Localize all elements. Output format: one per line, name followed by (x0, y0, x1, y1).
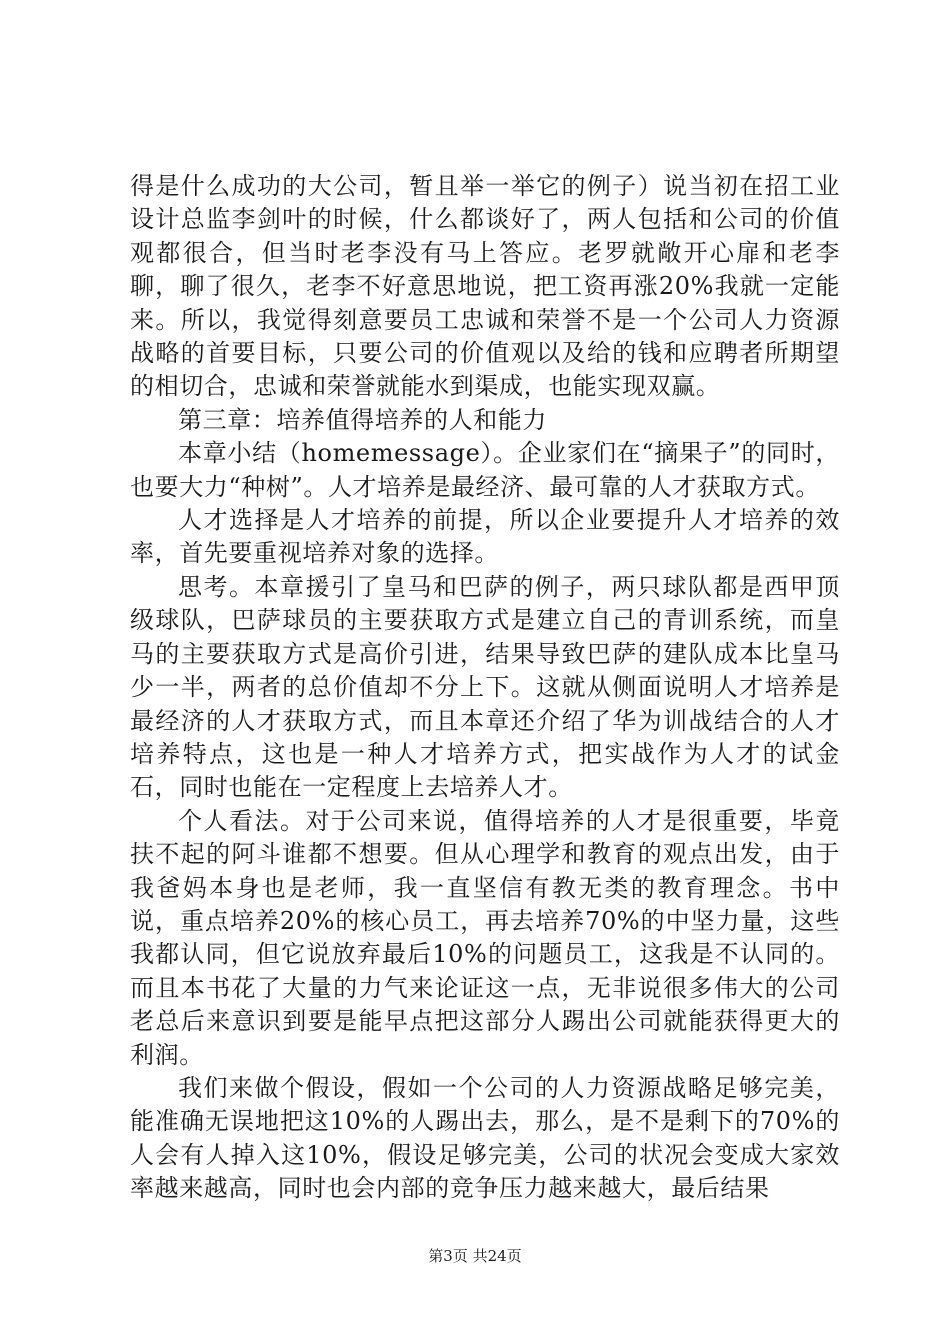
paragraph-hypothesis: 我们来做个假设，假如一个公司的人力资源战略足够完美，能准确无误地把这10%的人踢出去，那么，是不是剩下的70%的人会有人掉入这10%，假设足够完美，公司的状况会变成大家效率越来越高，同时也会内部的竞争压力越来越大，最后结果 (130, 1073, 840, 1203)
paragraph-summary: 本章小结（homemessage）。企业家们在“摘果子”的同时，也要大力“种树”。人才培养是最经济、最可靠的人才获取方式。 (130, 439, 840, 501)
page-number-footer: 第3页 共24页 (428, 1247, 522, 1265)
paragraph-continuation: 得是什么成功的大公司，暂且举一举它的例子）说当初在招工业设计总监李剑叶的时候，什么都谈好了，两人包括和公司的价值观都很合，但当时老李没有马上答应。老罗就敞开心扉和老李聊，聊了很久，老李不好意思地说，把工资再涨20%我就一定能来。所以，我觉得刻意要员工忠诚和荣誉不是一个公司人力资源战略的首要目标，只要公司的价值观以及给的钱和应聘者所期望的相切合，忠诚和荣誉就能水到渠成，也能实现双赢。 (130, 172, 840, 401)
paragraph-opinion: 个人看法。对于公司来说，值得培养的人才是很重要，毕竟扶不起的阿斗谁都不想要。但从心理学和教育的观点出发，由于我爸妈本身也是老师，我一直坚信有教无类的教育理念。书中说，重点培养20%的核心员工，再去培养70%的中坚力量，这些我都认同，但它说放弃最后10%的问题员工，这我是不认同的。而且本书花了大量的力气来论证这一点，无非说很多伟大的公司老总后来意识到要是能早点把这部分人踢出公司就能获得更大的利润。 (130, 806, 840, 1069)
chapter-heading: 第三章：培养值得培养的人和能力 (178, 405, 547, 434)
paragraph-thinking: 思考。本章援引了皇马和巴萨的例子，两只球队都是西甲顶级球队，巴萨球员的主要获取方式是建立自己的青训系统，而皇马的主要获取方式是高价引进，结果导致巴萨的建队成本比皇马少一半，两者的总价值却不分上下。这就从侧面说明人才培养是最经济的人才获取方式，而且本章还介绍了华为训战结合的人才培养特点，这也是一种人才培养方式，把实战作为人才的试金石，同时也能在一定程度上去培养人才。 (130, 572, 840, 802)
document-body (130, 170, 840, 1206)
paragraph-selection: 人才选择是人才培养的前提，所以企业要提升人才培养的效率，首先要重视培养对象的选择。 (130, 506, 840, 568)
